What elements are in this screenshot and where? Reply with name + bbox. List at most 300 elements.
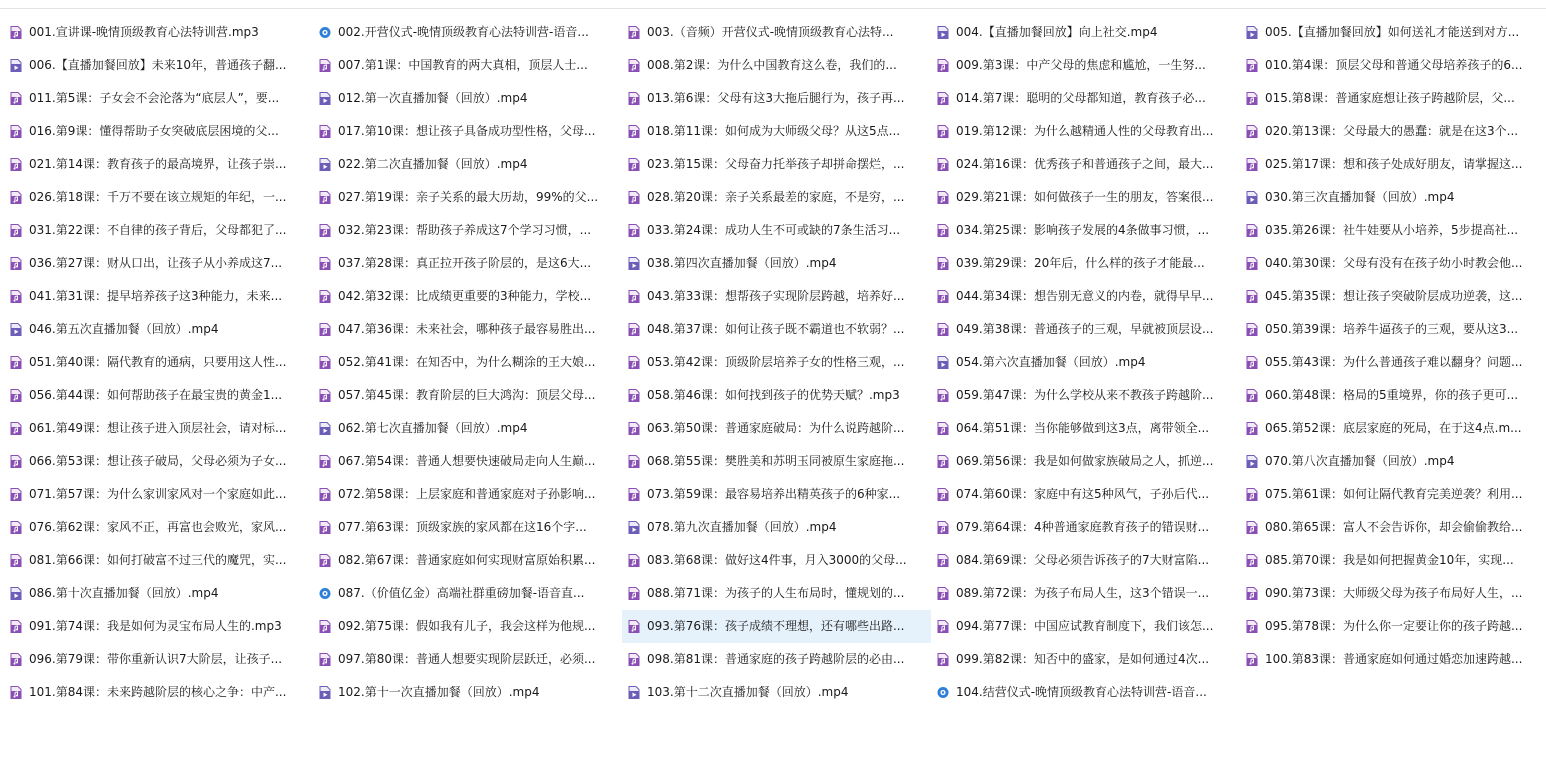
audio-file-icon [10, 356, 22, 369]
audio-file-icon [937, 389, 949, 402]
audio-file-icon [319, 257, 331, 270]
file-item[interactable] [4, 445, 313, 478]
audio-file-icon [937, 422, 949, 435]
file-name: 012.第一次直播加餐（回放）.mp4 [338, 91, 528, 105]
file-name: 095.第78课：为什么你一定要让你的孩子跨越... [1265, 619, 1523, 633]
file-name: 068.第55课：樊胜美和苏明玉同被原生家庭拖... [647, 454, 905, 468]
audio-file-icon [319, 191, 331, 204]
audio-file-icon [1246, 59, 1258, 72]
file-item[interactable] [4, 610, 313, 643]
file-item[interactable] [931, 247, 1240, 280]
file-name: 038.第四次直播加餐（回放）.mp4 [647, 256, 837, 270]
file-grid [4, 16, 1546, 709]
audio-file-icon [10, 191, 22, 204]
file-item[interactable] [313, 181, 622, 214]
audio-file-icon [628, 59, 640, 72]
audio-file-icon [319, 521, 331, 534]
file-name: 076.第62课：家风不正，再富也会败光，家风... [29, 520, 287, 534]
file-item[interactable] [4, 181, 313, 214]
audio-file-icon [628, 488, 640, 501]
file-name: 094.第77课：中国应试教育制度下，我们该怎... [956, 619, 1214, 633]
file-name: 036.第27课：财从口出，让孩子从小养成这7... [29, 256, 283, 270]
file-name: 104.结营仪式-晚情顶级教育心法特训营-语音... [956, 685, 1207, 699]
audio-file-icon [937, 191, 949, 204]
file-item[interactable] [622, 214, 931, 247]
file-item[interactable] [313, 577, 622, 610]
video-file-icon [628, 521, 640, 534]
audio-file-icon [1246, 224, 1258, 237]
audio-file-icon [10, 455, 22, 468]
video-file-icon [1246, 26, 1258, 39]
file-name: 051.第40课：隔代教育的通病，只要用这人性... [29, 355, 287, 369]
file-name: 008.第2课：为什么中国教育这么卷，我们的... [647, 58, 897, 72]
file-name: 054.第六次直播加餐（回放）.mp4 [956, 355, 1146, 369]
audio-file-icon [1246, 488, 1258, 501]
file-name: 001.宣讲课-晚情顶级教育心法特训营.mp3 [29, 25, 259, 39]
audio-file-icon [628, 422, 640, 435]
file-item[interactable] [1240, 49, 1546, 82]
file-item[interactable] [313, 82, 622, 115]
file-name: 011.第5课：子女会不会沦落为“底层人”，要... [29, 91, 280, 105]
video-file-icon [1246, 455, 1258, 468]
audio-file-icon [1246, 125, 1258, 138]
file-item[interactable] [313, 115, 622, 148]
audio-file-icon [319, 488, 331, 501]
file-name: 086.第十次直播加餐（回放）.mp4 [29, 586, 219, 600]
file-name: 050.第39课：培养牛逼孩子的三观，要从这3... [1265, 322, 1519, 336]
file-item[interactable] [313, 445, 622, 478]
file-item[interactable] [313, 214, 622, 247]
file-name: 073.第59课：最容易培养出精英孩子的6种家... [647, 487, 901, 501]
file-name: 035.第26课：社牛娃要从小培养，5步提高社... [1265, 223, 1519, 237]
file-name: 023.第15课：父母奋力托举孩子却拼命摆烂，... [647, 157, 905, 171]
audio-file-icon [1246, 290, 1258, 303]
file-item[interactable] [622, 346, 931, 379]
file-item[interactable] [313, 49, 622, 82]
file-item[interactable] [4, 577, 313, 610]
file-item[interactable] [622, 181, 931, 214]
file-name: 009.第3课：中产父母的焦虑和尴尬，一生努... [956, 58, 1206, 72]
audio-file-icon [1246, 389, 1258, 402]
file-item[interactable] [622, 379, 931, 412]
file-item[interactable] [931, 511, 1240, 544]
file-item[interactable] [4, 82, 313, 115]
video-file-icon [628, 257, 640, 270]
file-item[interactable] [4, 280, 313, 313]
audio-file-icon [628, 158, 640, 171]
audio-file-icon [937, 455, 949, 468]
file-item[interactable] [622, 49, 931, 82]
file-name: 041.第31课：提早培养孩子这3种能力，未来... [29, 289, 283, 303]
file-item[interactable] [313, 313, 622, 346]
file-name: 081.第66课：如何打破富不过三代的魔咒，实... [29, 553, 287, 567]
file-name: 079.第64课：4种普通家庭教育孩子的错误财... [956, 520, 1210, 534]
file-item[interactable] [4, 346, 313, 379]
audio-file-icon [937, 59, 949, 72]
audio-file-icon [628, 554, 640, 567]
file-item[interactable] [1240, 181, 1546, 214]
file-name: 033.第24课：成功人生不可或缺的7条生活习... [647, 223, 901, 237]
audio-file-icon [628, 92, 640, 105]
audio-file-icon [937, 653, 949, 666]
file-name: 060.第48课：格局的5重境界，你的孩子更可... [1265, 388, 1519, 402]
file-name: 040.第30课：父母有没有在孩子幼小时教会他... [1265, 256, 1523, 270]
file-item[interactable] [931, 445, 1240, 478]
audio-file-icon [10, 158, 22, 171]
file-name: 090.第73课：大师级父母为孩子布局好人生，... [1265, 586, 1523, 600]
file-name: 016.第9课：懂得帮助子女突破底层困境的父... [29, 124, 279, 138]
video-file-icon [319, 422, 331, 435]
file-name: 075.第61课：如何让隔代教育完美逆袭？利用... [1265, 487, 1523, 501]
file-item[interactable] [931, 82, 1240, 115]
file-item[interactable] [622, 148, 931, 181]
audio-file-icon [1246, 653, 1258, 666]
audio-disc-icon [319, 26, 331, 39]
file-item[interactable] [4, 544, 313, 577]
audio-file-icon [628, 323, 640, 336]
audio-file-icon [937, 521, 949, 534]
file-item[interactable] [4, 478, 313, 511]
file-item[interactable] [931, 577, 1240, 610]
file-name: 061.第49课：想让孩子进入顶层社会，请对标... [29, 421, 287, 435]
audio-disc-icon [319, 587, 331, 600]
file-name: 006.【直播加餐回放】未来10年，普通孩子翻... [29, 58, 287, 72]
audio-file-icon [628, 455, 640, 468]
file-name: 026.第18课：千万不要在该立规矩的年纪，一... [29, 190, 287, 204]
audio-file-icon [937, 257, 949, 270]
file-name: 072.第58课：上层家庭和普通家庭对子孙影响... [338, 487, 596, 501]
audio-file-icon [628, 290, 640, 303]
file-item[interactable] [622, 445, 931, 478]
audio-file-icon [10, 554, 22, 567]
file-name: 087.（价值亿金）高端社群重磅加餐-语音直... [338, 586, 585, 600]
file-name: 047.第36课：未来社会，哪种孩子最容易胜出... [338, 322, 596, 336]
audio-file-icon [10, 488, 22, 501]
file-item[interactable] [931, 148, 1240, 181]
audio-file-icon [10, 389, 22, 402]
file-name: 019.第12课：为什么越精通人性的父母教育出... [956, 124, 1214, 138]
audio-file-icon [1246, 620, 1258, 633]
file-name: 062.第七次直播加餐（回放）.mp4 [338, 421, 528, 435]
file-name: 065.第52课：底层家庭的死局，在于这4点.m... [1265, 421, 1522, 435]
file-item[interactable] [313, 346, 622, 379]
file-item[interactable] [313, 610, 622, 643]
file-name: 010.第4课：顶层父母和普通父母培养孩子的6... [1265, 58, 1523, 72]
audio-file-icon [937, 290, 949, 303]
file-name: 057.第45课：教育阶层的巨大鸿沟：顶层父母... [338, 388, 596, 402]
audio-file-icon [319, 356, 331, 369]
file-name: 067.第54课：普通人想要快速破局走向人生巅... [338, 454, 596, 468]
audio-file-icon [319, 323, 331, 336]
file-item[interactable] [4, 16, 313, 49]
audio-file-icon [319, 653, 331, 666]
audio-file-icon [1246, 323, 1258, 336]
file-item[interactable] [622, 412, 931, 445]
file-item[interactable] [931, 412, 1240, 445]
file-name: 092.第75课：假如我有儿子，我会这样为他规... [338, 619, 596, 633]
audio-file-icon [628, 191, 640, 204]
file-name: 037.第28课：真正拉开孩子阶层的，是这6大... [338, 256, 592, 270]
file-item[interactable] [4, 676, 313, 709]
file-item[interactable] [622, 511, 931, 544]
audio-file-icon [1246, 356, 1258, 369]
file-item[interactable] [622, 676, 931, 709]
file-name: 007.第1课：中国教育的两大真相，顶层人士... [338, 58, 588, 72]
video-file-icon [937, 356, 949, 369]
audio-file-icon [1246, 587, 1258, 600]
file-name: 048.第37课：如何让孩子既不霸道也不软弱？... [647, 322, 905, 336]
file-item[interactable] [313, 379, 622, 412]
file-name: 046.第五次直播加餐（回放）.mp4 [29, 322, 219, 336]
audio-file-icon [1246, 92, 1258, 105]
file-item[interactable] [622, 643, 931, 676]
audio-file-icon [628, 389, 640, 402]
file-name: 039.第29课：20年后，什么样的孩子才能最... [956, 256, 1205, 270]
file-name: 015.第8课：普通家庭想让孩子跨越阶层，父... [1265, 91, 1515, 105]
file-item[interactable] [931, 478, 1240, 511]
file-item[interactable] [1240, 511, 1546, 544]
file-item[interactable] [931, 643, 1240, 676]
audio-file-icon [319, 59, 331, 72]
audio-file-icon [10, 422, 22, 435]
audio-file-icon [937, 323, 949, 336]
video-file-icon [10, 587, 22, 600]
file-name: 103.第十二次直播加餐（回放）.mp4 [647, 685, 849, 699]
audio-file-icon [1246, 521, 1258, 534]
file-item[interactable] [313, 280, 622, 313]
file-item[interactable] [1240, 610, 1546, 643]
file-name: 091.第74课：我是如何为灵宝布局人生的.mp3 [29, 619, 282, 633]
file-name: 030.第三次直播加餐（回放）.mp4 [1265, 190, 1455, 204]
file-item[interactable] [313, 16, 622, 49]
audio-file-icon [10, 224, 22, 237]
file-name: 028.第20课：亲子关系最差的家庭，不是穷，... [647, 190, 905, 204]
file-item[interactable] [622, 16, 931, 49]
file-name: 085.第70课：我是如何把握黄金10年，实现... [1265, 553, 1514, 567]
audio-file-icon [10, 653, 22, 666]
file-name: 018.第11课：如何成为大师级父母？从这5点... [647, 124, 901, 138]
audio-file-icon [628, 26, 640, 39]
file-item[interactable] [313, 643, 622, 676]
video-file-icon [937, 26, 949, 39]
audio-file-icon [10, 92, 22, 105]
file-name: 004.【直播加餐回放】向上社交.mp4 [956, 25, 1158, 39]
file-name: 101.第84课：未来跨越阶层的核心之争：中产... [29, 685, 287, 699]
file-name: 032.第23课：帮助孩子养成这7个学习习惯，... [338, 223, 592, 237]
file-name: 053.第42课：顶级阶层培养子女的性格三观，... [647, 355, 905, 369]
audio-file-icon [319, 224, 331, 237]
file-item[interactable] [313, 412, 622, 445]
file-item[interactable] [931, 610, 1240, 643]
file-name: 055.第43课：为什么普通孩子难以翻身？问题... [1265, 355, 1523, 369]
audio-file-icon [628, 356, 640, 369]
file-item[interactable] [4, 49, 313, 82]
file-name: 063.第50课：普通家庭破局：为什么说跨越阶... [647, 421, 905, 435]
file-item[interactable] [931, 280, 1240, 313]
audio-file-icon [1246, 257, 1258, 270]
file-item[interactable] [313, 478, 622, 511]
video-file-icon [319, 92, 331, 105]
audio-file-icon [319, 125, 331, 138]
file-item[interactable] [622, 115, 931, 148]
file-name: 071.第57课：为什么家训家风对一个家庭如此... [29, 487, 287, 501]
audio-file-icon [937, 587, 949, 600]
audio-file-icon [937, 158, 949, 171]
file-item[interactable] [4, 412, 313, 445]
file-name: 059.第47课：为什么学校从来不教孩子跨越阶... [956, 388, 1214, 402]
top-divider [0, 8, 1546, 9]
audio-file-icon [10, 686, 22, 699]
video-file-icon [10, 59, 22, 72]
file-item[interactable] [622, 82, 931, 115]
file-item[interactable] [1240, 148, 1546, 181]
file-item[interactable] [622, 544, 931, 577]
file-item[interactable] [1240, 247, 1546, 280]
audio-file-icon [10, 125, 22, 138]
file-name: 003.（音频）开营仪式-晚情顶级教育心法特... [647, 25, 894, 39]
file-name: 029.第21课：如何做孩子一生的朋友，答案很... [956, 190, 1214, 204]
file-item[interactable] [1240, 412, 1546, 445]
audio-file-icon [10, 26, 22, 39]
video-file-icon [319, 686, 331, 699]
file-item[interactable] [931, 49, 1240, 82]
file-item[interactable] [4, 214, 313, 247]
file-name: 096.第79课：带你重新认识7大阶层，让孩子... [29, 652, 283, 666]
video-file-icon [628, 686, 640, 699]
file-name: 093.第76课：孩子成绩不理想，还有哪些出路... [647, 619, 905, 633]
audio-file-icon [1246, 422, 1258, 435]
file-name: 099.第82课：知否中的盛家，是如何通过4次... [956, 652, 1210, 666]
audio-file-icon [319, 554, 331, 567]
video-file-icon [1246, 191, 1258, 204]
audio-file-icon [319, 389, 331, 402]
file-item[interactable] [1240, 478, 1546, 511]
file-item[interactable] [313, 148, 622, 181]
file-item[interactable] [4, 511, 313, 544]
audio-file-icon [1246, 158, 1258, 171]
file-name: 066.第53课：想让孩子破局，父母必须为子女... [29, 454, 287, 468]
file-name: 002.开营仪式-晚情顶级教育心法特训营-语音... [338, 25, 589, 39]
file-item[interactable] [1240, 280, 1546, 313]
audio-file-icon [937, 125, 949, 138]
file-item[interactable] [1240, 643, 1546, 676]
audio-file-icon [10, 620, 22, 633]
file-item[interactable] [622, 610, 931, 643]
file-item[interactable] [4, 247, 313, 280]
file-name: 043.第33课：想帮孩子实现阶层跨越，培养好... [647, 289, 905, 303]
file-item[interactable] [622, 280, 931, 313]
file-item[interactable] [622, 478, 931, 511]
file-name: 056.第44课：如何帮助孩子在最宝贵的黄金1... [29, 388, 283, 402]
file-name: 082.第67课：普通家庭如何实现财富原始积累... [338, 553, 596, 567]
file-name: 080.第65课：富人不会告诉你，却会偷偷教给... [1265, 520, 1523, 534]
file-item[interactable] [313, 511, 622, 544]
audio-file-icon [319, 455, 331, 468]
file-item[interactable] [4, 115, 313, 148]
file-item[interactable] [4, 148, 313, 181]
file-item[interactable] [4, 379, 313, 412]
audio-file-icon [628, 653, 640, 666]
file-item[interactable] [931, 379, 1240, 412]
file-item[interactable] [931, 544, 1240, 577]
file-name: 074.第60课：家庭中有这5种风气，子孙后代... [956, 487, 1210, 501]
file-item[interactable] [931, 346, 1240, 379]
file-item[interactable] [4, 643, 313, 676]
file-item[interactable] [1240, 445, 1546, 478]
audio-file-icon [937, 488, 949, 501]
audio-file-icon [628, 620, 640, 633]
file-item[interactable] [4, 313, 313, 346]
file-name: 024.第16课：优秀孩子和普通孩子之间，最大... [956, 157, 1214, 171]
file-item[interactable] [1240, 214, 1546, 247]
file-name: 098.第81课：普通家庭的孩子跨越阶层的必由... [647, 652, 905, 666]
audio-file-icon [937, 92, 949, 105]
video-file-icon [319, 158, 331, 171]
file-item[interactable] [1240, 379, 1546, 412]
file-name: 017.第10课：想让孩子具备成功型性格，父母... [338, 124, 596, 138]
file-name: 045.第35课：想让孩子突破阶层成功逆袭，这... [1265, 289, 1523, 303]
file-item[interactable] [622, 313, 931, 346]
file-item[interactable] [313, 544, 622, 577]
file-item[interactable] [931, 115, 1240, 148]
file-name: 020.第13课：父母最大的愚蠢：就是在这3个... [1265, 124, 1519, 138]
audio-file-icon [937, 224, 949, 237]
file-item[interactable] [313, 676, 622, 709]
audio-file-icon [628, 224, 640, 237]
audio-file-icon [628, 125, 640, 138]
file-name: 069.第56课：我是如何做家族破局之人，抓逆... [956, 454, 1214, 468]
file-item[interactable] [1240, 544, 1546, 577]
file-name: 021.第14课：教育孩子的最高境界，让孩子崇... [29, 157, 287, 171]
audio-file-icon [628, 587, 640, 600]
file-name: 022.第二次直播加餐（回放）.mp4 [338, 157, 528, 171]
file-name: 078.第九次直播加餐（回放）.mp4 [647, 520, 837, 534]
audio-disc-icon [937, 686, 949, 699]
audio-file-icon [10, 290, 22, 303]
file-name: 027.第19课：亲子关系的最大历劫，99%的父... [338, 190, 599, 204]
file-item[interactable] [931, 181, 1240, 214]
file-item[interactable] [1240, 16, 1546, 49]
file-item[interactable] [1240, 82, 1546, 115]
file-item[interactable] [1240, 115, 1546, 148]
file-name: 049.第38课：普通孩子的三观，早就被顶层设... [956, 322, 1214, 336]
file-name: 083.第68课：做好这4件事，月入3000的父母... [647, 553, 907, 567]
file-item[interactable] [931, 313, 1240, 346]
file-name: 034.第25课：影响孩子发展的4条做事习惯，... [956, 223, 1210, 237]
file-name: 097.第80课：普通人想要实现阶层跃迁，必须... [338, 652, 596, 666]
file-item[interactable] [931, 676, 1240, 709]
file-item[interactable] [622, 247, 931, 280]
file-item[interactable] [931, 16, 1240, 49]
file-item[interactable] [931, 214, 1240, 247]
audio-file-icon [10, 257, 22, 270]
file-name: 058.第46课：如何找到孩子的优势天赋？.mp3 [647, 388, 900, 402]
file-item[interactable] [1240, 313, 1546, 346]
video-file-icon [10, 323, 22, 336]
audio-file-icon [10, 521, 22, 534]
file-name: 044.第34课：想告别无意义的内卷，就得早早... [956, 289, 1214, 303]
file-item[interactable] [1240, 577, 1546, 610]
file-item[interactable] [622, 577, 931, 610]
file-name: 070.第八次直播加餐（回放）.mp4 [1265, 454, 1455, 468]
file-name: 100.第83课：普通家庭如何通过婚恋加速跨越... [1265, 652, 1523, 666]
file-item[interactable] [1240, 346, 1546, 379]
file-name: 084.第69课：父母必须告诉孩子的7大财富陷... [956, 553, 1210, 567]
file-name: 025.第17课：想和孩子处成好朋友，请掌握这... [1265, 157, 1523, 171]
file-item[interactable] [313, 247, 622, 280]
file-name: 013.第6课：父母有这3大拖后腿行为，孩子再... [647, 91, 905, 105]
file-name: 064.第51课：当你能够做到这3点，离带领全... [956, 421, 1210, 435]
